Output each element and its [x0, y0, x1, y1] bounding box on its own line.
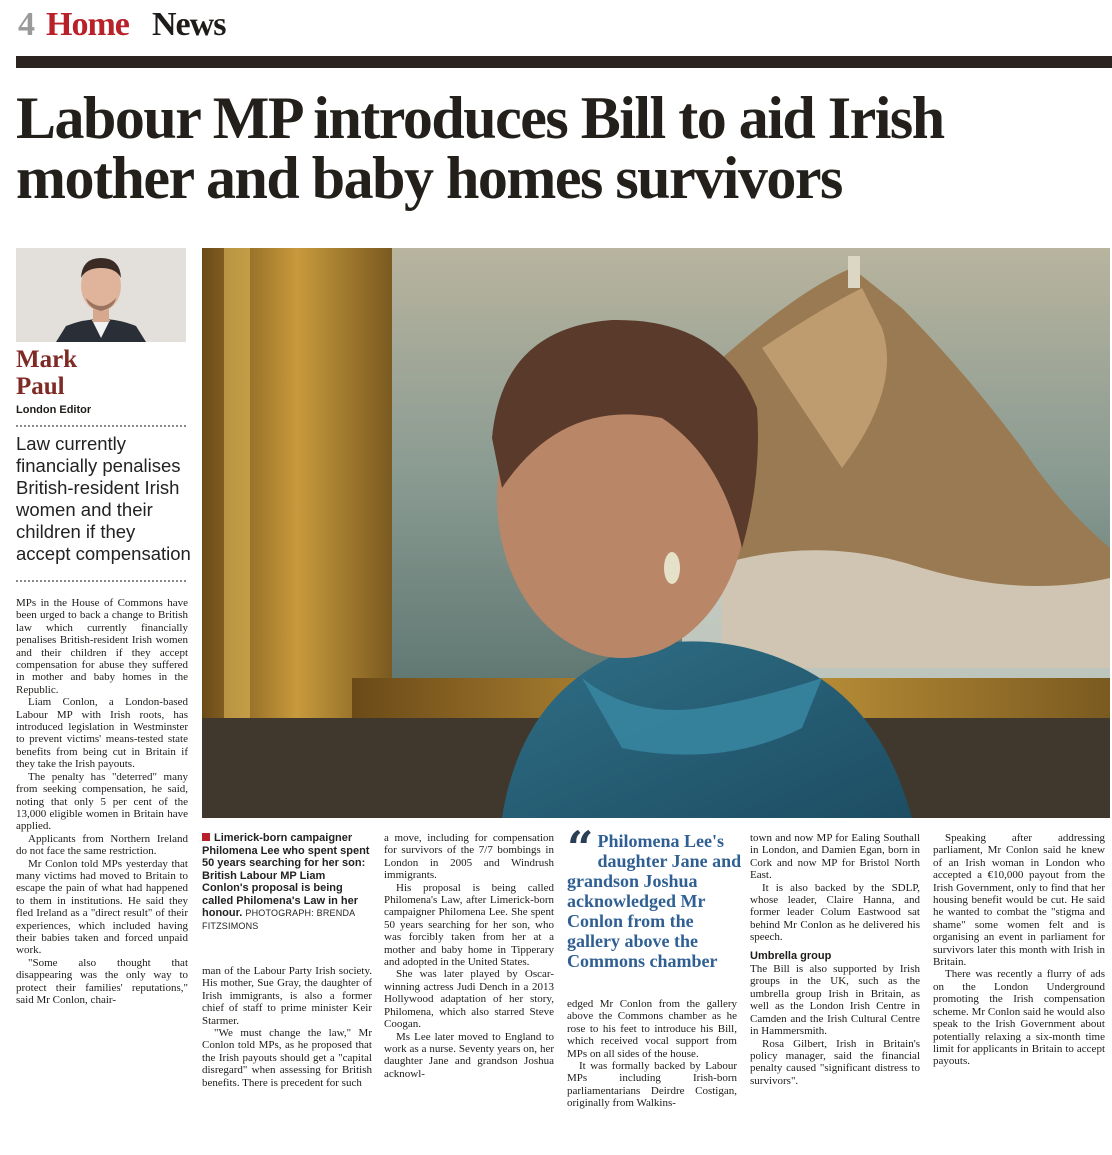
- headline: Labour MP introduces Bill to aid Irish mother and baby homes survivors: [16, 85, 944, 211]
- body-paragraph: Ms Lee later moved to England to work as a nurse. Seventy years on, her daughter Jane and grandson Joshua acknowl-: [384, 1030, 554, 1080]
- body-paragraph: The penalty has "deterred" many from seeking compensation, he said, noting that only 5 per cent of the 13,000 eligible women in Britain have applied.: [16, 770, 188, 833]
- caption-text: Limerick-born campaigner Philomena Lee who spent spent 50 years searching for her son: British Labour MP Liam Conlon's proposal is being called Philomena's Law in her honour.: [202, 832, 370, 919]
- body-paragraph: It is also backed by the SDLP, whose leader, Claire Hanna, and former leader Colum Eastwood sat behind Mr Conlon as he delivered his speech.: [750, 881, 920, 944]
- body-paragraph: There was recently a flurry of ads on the London Underground promoting the Irish compensation scheme. Mr Conlon said he would also speak to the Irish Government about potentially relaxing a six-month time limit for applicants in Britain to accept payouts.: [933, 968, 1105, 1068]
- body-paragraph: a move, including for compensation for survivors of the 7/7 bombings in London in 2005 and Windrush immigrants.: [384, 832, 554, 882]
- body-column-1: [16, 597, 188, 1006]
- body-paragraph: Rosa Gilbert, Irish in Britain's policy manager, said the financial penalty caused "significant distress to survivors".: [750, 1037, 920, 1087]
- body-paragraph: man of the Labour Party Irish society. His mother, Sue Gray, the daughter of Irish immigrants, is also a former chief of staff to prime minister Keir Starmer.: [202, 965, 372, 1027]
- author-role: London Editor: [16, 404, 92, 416]
- quote-mark-icon: “: [567, 821, 594, 875]
- body-column-6: [933, 832, 1105, 1068]
- body-column-3: [384, 832, 554, 1080]
- body-paragraph: edged Mr Conlon from the gallery above the Commons chamber as he rose to his feet to introduce his Bill, which received vocal support from MPs on all sides of the house.: [567, 998, 737, 1060]
- body-paragraph: She was later played by Oscar-winning actress Judi Dench in a 2013 Hollywood adaptation of her story, Philomena, which also starred Steve Coogan.: [384, 968, 554, 1031]
- body-paragraph: town and now MP for Ealing Southall in London, and Damien Egan, born in Cork and now MP for Bristol North East.: [750, 832, 920, 882]
- body-paragraph: Applicants from Northern Ireland do not face the same restriction.: [16, 832, 188, 858]
- author-last-name: Paul: [16, 373, 65, 400]
- header-rule: [16, 56, 1112, 68]
- page-number: 4: [18, 6, 35, 43]
- standfirst: Law currently financially penalises British-resident Irish women and their children if they accept compensation: [16, 433, 191, 564]
- pull-quote-text: Philomena Lee's daughter Jane and grandson Joshua acknowledged Mr Conlon from the gallery above the Commons chamber: [567, 831, 742, 971]
- body-paragraph: His proposal is being called Philomena's Law, after Limerick-born campaigner Philomena Lee. She spent 50 years searching for her son, who was forcibly taken from her at a mother and baby home in Tipperary and adopted in the United States.: [384, 881, 554, 969]
- body-paragraph: "We must change the law," Mr Conlon told MPs, as he proposed that the Irish payouts should get a "capital disregard" when assessing for British benefits. There is precedent for such: [202, 1027, 372, 1089]
- body-paragraph: Speaking after addressing parliament, Mr Conlon said he knew of an Irish woman in London who accepted a €10,000 payout from the Irish Government, only to find that her housing benefit would be cut. He said he wanted to combat the "stigma and shame" some women felt and is organising an event in parliament for survivors later this month with Irish in Britain.: [933, 832, 1105, 969]
- body-paragraph: "Some also thought that disappearing was the only way to protect their families' reputations," said Mr Conlon, chair-: [16, 956, 188, 1006]
- body-column-5: [750, 832, 920, 1087]
- body-paragraph: It was formally backed by Labour MPs including Irish-born parliamentarians Deirdre Costigan, originally from Walkins-: [567, 1060, 737, 1110]
- author-photo: [16, 248, 186, 342]
- section-subtitle: News: [152, 6, 226, 43]
- author-name: [16, 346, 186, 400]
- standfirst-rule-bottom: [16, 580, 186, 582]
- standfirst-rule-top: [16, 425, 186, 427]
- body-column-4: [567, 998, 737, 1110]
- body-paragraph: Mr Conlon told MPs yesterday that many victims had moved to Britain to escape the pain of what had happened to them in institutions. He said they fled Ireland as a "direct result" of their experiences, which included having their babies taken and forced unpaid work.: [16, 857, 188, 957]
- photo-caption: [202, 832, 372, 932]
- body-paragraph: Liam Conlon, a London-based Labour MP with Irish roots, has introduced legislation in Westminster to prevent victims' means-tested state benefits from being cut in Britain if they take the Irish payouts.: [16, 696, 188, 771]
- main-photo: [202, 248, 1110, 818]
- body-paragraph: The Bill is also supported by Irish groups in the UK, such as the umbrella group Irish in Britain, as well as the London Irish Centre in Camden and the Irish Cultural Centre in Hammersmith.: [750, 963, 920, 1038]
- subhead: Umbrella group: [750, 949, 832, 962]
- photo-credit: PHOTOGRAPH: BRENDA FITZSIMONS: [202, 908, 355, 931]
- author-first-name: Mark: [16, 346, 78, 373]
- caption-marker: [202, 833, 210, 841]
- section-title: Home: [46, 6, 129, 43]
- body-column-2: [202, 965, 372, 1089]
- pull-quote: [567, 821, 743, 971]
- body-paragraph: MPs in the House of Commons have been urged to back a change to British law which currently financially penalises British-resident Irish women and their children if they accept compensation for abuse they suffered in mother and baby homes in the Republic.: [16, 597, 188, 696]
